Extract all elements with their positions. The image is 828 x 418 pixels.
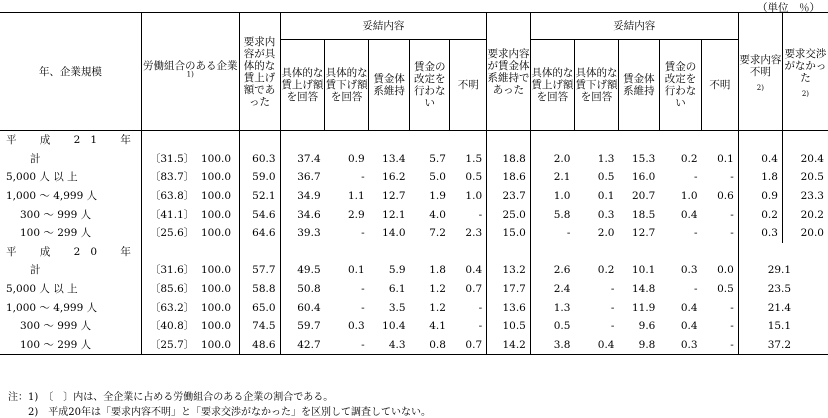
table-cell: [738, 243, 782, 262]
table-cell: 0.4: [680, 208, 698, 221]
table-cell: [410, 131, 450, 150]
table-cell: 4.3: [369, 336, 410, 355]
table-cell: 0.3: [597, 208, 615, 221]
table-cell: -: [730, 227, 734, 240]
table-cell: 60.3: [239, 150, 280, 169]
table-cell: 65.0: [239, 298, 280, 317]
header-no-negotiation: 要求交渉がなかった $_{2)}$: [782, 13, 828, 131]
table-cell: -: [730, 320, 734, 333]
table-cell: 9.6: [638, 320, 656, 333]
table-cell: -: [610, 283, 615, 296]
table-cell: -: [730, 301, 734, 314]
table-cell: -: [361, 227, 365, 240]
table-cell: [782, 131, 828, 150]
header-wage-down: 具体的な賃下げ額を回答: [325, 40, 369, 131]
table-cell: 9.8: [618, 336, 659, 355]
table-cell: 49.5: [280, 261, 325, 280]
table-cell: 52.1: [239, 187, 280, 206]
table-cell: 100 ～ 299 人: [20, 227, 92, 240]
table-cell: 34.9: [280, 187, 325, 206]
table-cell: 〔85.6〕 100.0: [141, 280, 239, 299]
table-cell: 0.4: [680, 320, 698, 333]
table-cell: 18.6: [487, 168, 531, 187]
table-cell: -: [694, 283, 698, 296]
table-cell: 0.9: [738, 187, 782, 206]
table-cell: 0.7: [450, 336, 487, 355]
table-cell: 5.0: [429, 171, 446, 184]
table-cell: 20.2: [782, 205, 828, 224]
table-row: [0, 317, 828, 336]
table-cell: 0.4: [738, 150, 782, 169]
table-cell: 1.1: [347, 190, 365, 203]
table-cell: 〔83.7〕 100.0: [141, 168, 239, 187]
table-cell: 23.3: [782, 187, 828, 206]
table-cell: -: [702, 336, 739, 355]
table-cell: 1,000 ～ 4,999 人: [6, 190, 98, 203]
table-cell: -: [694, 171, 698, 184]
header-maintain-2: 賃金体系維持: [618, 40, 659, 131]
table-cell: 1.0: [680, 190, 698, 203]
table-cell: -: [478, 208, 483, 221]
unit-label: （単位 ％）: [757, 2, 820, 14]
table-cell: 0.7: [465, 283, 483, 296]
table-cell: 16.0: [631, 171, 656, 184]
table-cell: 0.4: [680, 301, 698, 314]
table-cell: 34.6: [280, 205, 325, 224]
table-row: [0, 224, 828, 243]
header-wage-up-2: 具体的な賃上げ額を回答: [530, 40, 574, 131]
table-cell: 2.0: [530, 150, 574, 169]
table-cell: 48.6: [239, 336, 280, 355]
table-cell: -: [478, 301, 483, 314]
table-cell: 〔31.5〕 100.0: [141, 150, 239, 169]
table-cell: 14.8: [631, 283, 656, 296]
table-cell: 20.7: [631, 190, 656, 203]
table-cell: [280, 131, 325, 150]
table-cell: 18.8: [487, 150, 531, 169]
table-cell: 3.5: [388, 301, 406, 314]
table-cell: 1.9: [429, 190, 446, 203]
table-cell: 10.5: [487, 317, 531, 336]
table-cell: 0.3: [659, 336, 701, 355]
table-cell: 0.5: [530, 317, 574, 336]
table-cell: [369, 243, 410, 262]
table-row: [0, 298, 828, 317]
table-cell: 〔63.2〕 100.0: [141, 298, 239, 317]
table-cell: [702, 131, 739, 150]
table-cell: 0.2: [597, 264, 615, 277]
table-cell: 14.2: [487, 336, 531, 355]
table-cell: 100 ～ 299 人: [0, 336, 141, 355]
table-cell: [702, 243, 739, 262]
table-cell: 20.5: [782, 168, 828, 187]
header-maintain: 賃金体系維持: [369, 40, 410, 131]
table-cell: 13.6: [487, 298, 531, 317]
note-1: 注：1) 〔 〕内は、全企業に占める労働組合のある企業の割合である。: [8, 392, 334, 403]
table-cell: 60.4: [280, 298, 325, 317]
table-cell: -: [478, 320, 483, 333]
table-row: [0, 261, 828, 280]
table-cell: 1.5: [465, 152, 483, 165]
table-cell: -: [610, 320, 615, 333]
table-row: [0, 168, 828, 187]
table-cell: 0.9: [347, 152, 365, 165]
table-cell: 29.1: [738, 261, 828, 280]
table-cell: 1.3: [530, 298, 574, 317]
table-cell: [369, 131, 410, 150]
table-cell: 59.0: [239, 168, 280, 187]
table-cell: 58.8: [239, 280, 280, 299]
header-settlement-group-1: 妥結内容: [280, 13, 487, 40]
table-cell: 2.9: [347, 208, 365, 221]
table-cell: 0.8: [410, 336, 450, 355]
table-cell: 0.1: [717, 152, 734, 165]
table-cell: 36.7: [280, 168, 325, 187]
table-cell: 21.4: [738, 298, 828, 317]
table-cell: [239, 243, 280, 262]
settlement-table: [0, 12, 828, 355]
table-cell: 0.4: [574, 336, 618, 355]
table-cell: [410, 243, 450, 262]
table-cell: 16.2: [382, 171, 406, 184]
table-cell: 5,000 人 以 上: [6, 171, 78, 184]
table-cell: [618, 131, 659, 150]
header-unknown: 不明: [450, 40, 487, 131]
table-cell: 5.9: [388, 264, 406, 277]
table-cell: -: [361, 301, 365, 314]
table-cell: -: [694, 227, 698, 240]
table-cell: 0.6: [717, 190, 734, 203]
table-cell: [530, 131, 574, 150]
header-wage-up: 具体的な賃上げ額を回答: [280, 40, 325, 131]
table-cell: 1.2: [429, 301, 446, 314]
table-cell: 〔25.7〕 100.0: [141, 336, 239, 355]
table-cell: -: [361, 171, 365, 184]
table-cell: 300 ～ 999 人: [20, 320, 92, 333]
table-cell: 15.0: [487, 224, 531, 243]
table-cell: 0.4: [465, 264, 483, 277]
table-cell: 5,000 人 以 上: [6, 283, 78, 296]
header-year-size: 年、企業規模: [0, 13, 141, 131]
table-cell: 0.3: [680, 264, 698, 277]
table-cell: 6.1: [388, 283, 406, 296]
table-cell: 74.5: [239, 317, 280, 336]
section-title: 平 成 20 年: [6, 245, 141, 258]
table-cell: 0.2: [680, 152, 698, 165]
table-cell: 1,000 ～ 4,999 人: [6, 301, 98, 314]
table-cell: [487, 131, 531, 150]
table-cell: -: [610, 301, 615, 314]
table-cell: 5.7: [429, 152, 446, 165]
table-cell: -: [325, 336, 369, 355]
table-cell: 12.7: [382, 190, 406, 203]
header-wage-down-2: 具体的な賃下げ額を回答: [574, 40, 618, 131]
table-cell: 4.1: [429, 320, 446, 333]
table-cell: [141, 243, 239, 262]
table-cell: 〔25.6〕 100.0: [141, 224, 239, 243]
table-cell: [618, 243, 659, 262]
table-cell: 37.4: [280, 150, 325, 169]
table-cell: -: [530, 224, 574, 243]
table-cell: 〔40.8〕 100.0: [141, 317, 239, 336]
table-cell: 計: [30, 264, 41, 277]
table-row: [0, 187, 828, 206]
table-cell: 59.7: [280, 317, 325, 336]
table-cell: 15.1: [738, 317, 828, 336]
table-cell: 0.1: [597, 190, 615, 203]
table-cell: 10.1: [631, 264, 656, 277]
table-cell: [450, 131, 487, 150]
header-demand-maintain: 要求内容が賃金体系維持であった: [487, 13, 531, 131]
table-cell: 0.5: [465, 171, 483, 184]
table-cell: 計: [30, 152, 41, 165]
table-cell: 2.4: [530, 280, 574, 299]
table-cell: 1.2: [429, 283, 446, 296]
table-row: [0, 150, 828, 169]
table-cell: 13.2: [487, 261, 531, 280]
table-cell: 20.4: [782, 150, 828, 169]
table-cell: [239, 131, 280, 150]
header-demand-unknown: 要求内容不明 $_{2)}$: [738, 13, 782, 131]
table-cell: 39.3: [280, 224, 325, 243]
table-cell: 17.7: [487, 280, 531, 299]
table-cell: [450, 243, 487, 262]
table-cell: 2.3: [465, 227, 483, 240]
table-cell: 11.9: [631, 301, 656, 314]
table-cell: [530, 243, 574, 262]
table-row: [0, 205, 828, 224]
table-cell: -: [730, 208, 734, 221]
table-cell: 54.6: [239, 205, 280, 224]
table-cell: 15.3: [631, 152, 656, 165]
table-cell: 12.7: [631, 227, 656, 240]
table-cell: 0.1: [347, 264, 365, 277]
table-cell: 1.0: [530, 187, 574, 206]
table-cell: 50.8: [280, 280, 325, 299]
table-cell: [782, 243, 828, 262]
table-cell: 0.3: [347, 320, 365, 333]
table-cell: 14.0: [382, 227, 406, 240]
table-cell: 23.7: [487, 187, 531, 206]
note-2: 2) 平成20年は「要求内容不明」と「要求交渉がなかった」を区別して調査していない。: [8, 407, 431, 418]
table-cell: -: [730, 171, 734, 184]
table-cell: 0.5: [717, 283, 734, 296]
table-cell: 5.8: [530, 205, 574, 224]
table-cell: 300 ～ 999 人: [20, 208, 92, 221]
table-cell: 1.8: [738, 168, 782, 187]
table-cell: 0.5: [597, 171, 615, 184]
table-cell: [280, 243, 325, 262]
header-union-companies: 労働組合のある企業$^{1)}$: [141, 13, 239, 131]
table-cell: 0.3: [738, 224, 782, 243]
table-cell: 0.0: [717, 264, 734, 277]
table-cell: 0.2: [738, 205, 782, 224]
table-cell: [325, 243, 369, 262]
table-cell: 2.1: [530, 168, 574, 187]
table-cell: [574, 131, 618, 150]
table-cell: 20.0: [782, 224, 828, 243]
table-cell: 42.7: [280, 336, 325, 355]
header-no-revision: 賃金の改定を行わない: [410, 40, 450, 131]
table-cell: -: [361, 283, 365, 296]
table-cell: 1.0: [465, 190, 483, 203]
table-cell: 7.2: [429, 227, 446, 240]
table-cell: 2.6: [530, 261, 574, 280]
table-cell: [487, 243, 531, 262]
table-cell: 3.8: [530, 336, 574, 355]
table-row: [0, 280, 828, 299]
table-cell: 4.0: [429, 208, 446, 221]
table-body: [0, 131, 828, 355]
table-cell: [574, 243, 618, 262]
table-cell: 37.2: [738, 336, 828, 355]
table-cell: 23.5: [738, 280, 828, 299]
table-cell: 12.1: [382, 208, 406, 221]
header-no-revision-2: 賃金の改定を行わない: [659, 40, 701, 131]
table-cell: 10.4: [382, 320, 406, 333]
table-cell: 〔63.8〕 100.0: [141, 187, 239, 206]
table-cell: 13.4: [382, 152, 406, 165]
table-row: [0, 336, 828, 355]
table-cell: [325, 131, 369, 150]
header-settlement-group-2: 妥結内容: [530, 13, 738, 40]
table-cell: 57.7: [239, 261, 280, 280]
table-cell: 25.0: [487, 205, 531, 224]
table-cell: 〔31.6〕 100.0: [141, 261, 239, 280]
table-cell: [659, 243, 701, 262]
table-cell: 18.5: [631, 208, 656, 221]
section-title: 平 成 21 年: [6, 134, 141, 147]
header-unknown-2: 不明: [702, 40, 739, 131]
table-cell: 2.0: [597, 227, 615, 240]
table-cell: [738, 131, 782, 150]
table-cell: 1.8: [429, 264, 446, 277]
table-cell: 64.6: [239, 224, 280, 243]
table-cell: 〔41.1〕 100.0: [141, 205, 239, 224]
table-cell: [141, 131, 239, 150]
header-demand-wage: 要求内容が具体的な賃上げ額であった: [239, 13, 280, 131]
table-cell: 1.3: [597, 152, 615, 165]
table-cell: [659, 131, 701, 150]
